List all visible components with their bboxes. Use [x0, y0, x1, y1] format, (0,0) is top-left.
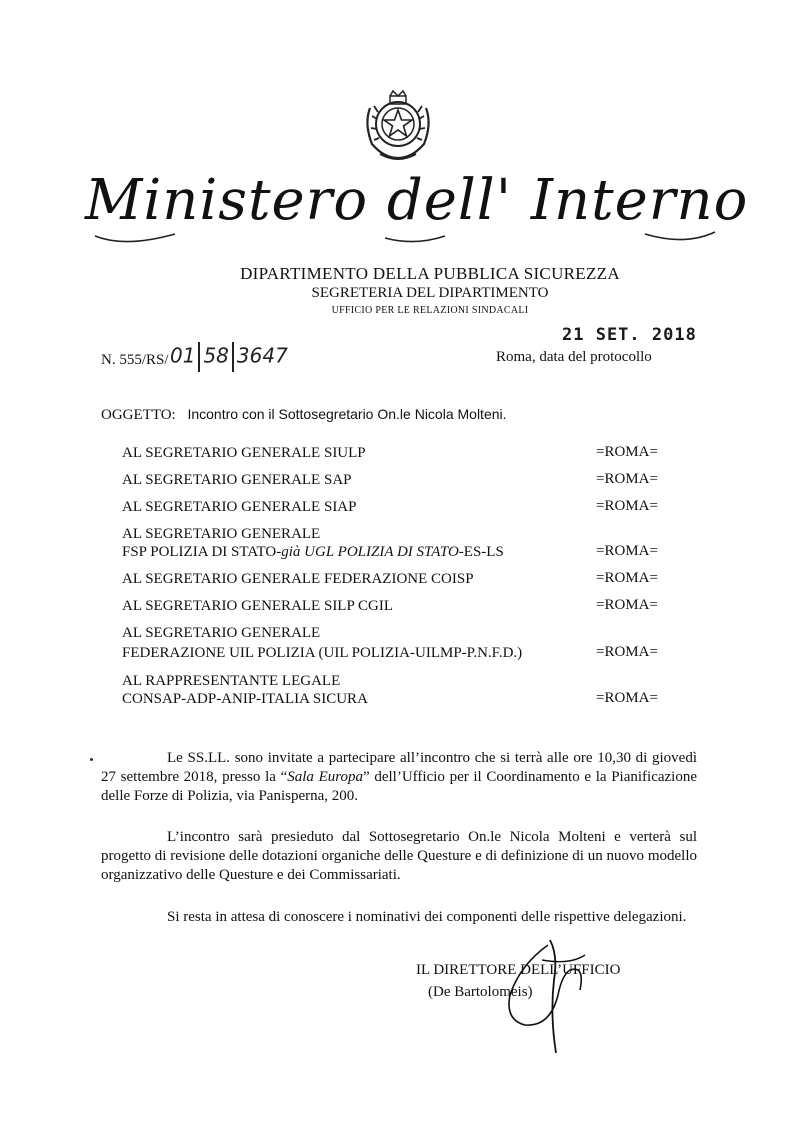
protocol-stamp-date: 21 SET. 2018: [562, 325, 697, 345]
recipient-line-2: CONSAP-ADP-ANIP-ITALIA SICURA: [122, 691, 368, 707]
recipient-city: =ROMA=: [596, 597, 658, 613]
body-paragraph-1: [101, 749, 697, 806]
recipient-line-2: [122, 543, 504, 561]
recipient-city: =ROMA=: [596, 644, 658, 660]
office-name: UFFICIO PER LE RELAZIONI SINDACALI: [331, 305, 529, 316]
body-p2-text: L’incontro sarà presieduto dal Sottosegretario On.le Nicola Molteni e verterà sul progetto di revisione delle dotazioni organiche delle Questure e di definizione di un nuovo modello organizzativo delle Questure e dei Commissariati.: [101, 829, 697, 883]
body-paragraph-3: [101, 908, 697, 927]
recipient-city: =ROMA=: [596, 570, 658, 586]
department-name: DIPARTIMENTO DELLA PUBBLICA SICUREZZA: [240, 264, 620, 283]
signatory-name: (De Bartolomeis): [428, 984, 533, 1000]
signatory-title: IL DIRETTORE DELL’UFFICIO: [416, 962, 621, 978]
recipient-org-a: FSP POLIZIA DI STATO-: [122, 544, 282, 560]
recipient-org-italic: già UGL POLIZIA DI STATO: [281, 544, 459, 560]
recipient-city: =ROMA=: [596, 471, 658, 487]
secretariat-name: SEGRETERIA DEL DIPARTIMENTO: [311, 285, 549, 301]
subject-line: [101, 406, 507, 424]
protocol-hand-part2: 58: [203, 343, 229, 368]
protocol-number-prefix: N. 555/RS/: [101, 352, 169, 368]
body-p1-c: ” dell’Ufficio per il Coordinamento e la Pianificazione delle Forze di Polizia, via Panisperna, 200.: [101, 769, 698, 804]
recipient-line: AL SEGRETARIO GENERALE SIAP: [122, 499, 357, 515]
recipient-line: AL SEGRETARIO GENERALE SIULP: [122, 445, 366, 461]
recipient-org-c: -ES-LS: [458, 544, 504, 560]
recipient-city: =ROMA=: [596, 690, 658, 706]
recipient-city: =ROMA=: [596, 444, 658, 460]
protocol-handwritten-number: [170, 342, 288, 372]
body-p1-a: Le SS.LL. sono invitate a partecipare all’incontro che si terrà alle ore 10,30 di giovedì 27 settembre 2018, presso la “: [101, 750, 697, 785]
recipient-line-2: FEDERAZIONE UIL POLIZIA (UIL POLIZIA-UILMP-P.N.F.D.): [122, 645, 523, 661]
body-p1-place: Sala Europa: [287, 769, 364, 785]
republic-emblem-icon: [350, 88, 446, 166]
place-and-date: Roma, data del protocollo: [496, 349, 652, 365]
recipient-line: AL SEGRETARIO GENERALE: [122, 625, 321, 641]
separator-bar: [198, 342, 200, 372]
subject-text: Incontro con il Sottosegretario On.le Nicola Molteni.: [187, 406, 507, 422]
ministry-title-text: Ministero dell' Interno: [85, 168, 749, 233]
recipient-line: AL SEGRETARIO GENERALE SAP: [122, 472, 352, 488]
protocol-hand-part3: 3647: [236, 343, 288, 368]
body-p3-text: Si resta in attesa di conoscere i nominativi dei componenti delle rispettive delegazioni.: [167, 909, 687, 925]
recipient-line: AL RAPPRESENTANTE LEGALE: [122, 673, 341, 689]
recipient-city: =ROMA=: [596, 498, 658, 514]
recipient-line: AL SEGRETARIO GENERALE: [122, 526, 321, 542]
ministry-title: [85, 168, 749, 233]
body-paragraph-2: [101, 828, 697, 885]
handwritten-signature-icon: [480, 935, 610, 1055]
separator-bar: [232, 342, 234, 372]
margin-mark: [90, 758, 93, 761]
protocol-hand-part1: 01: [170, 343, 196, 368]
recipient-line: AL SEGRETARIO GENERALE FEDERAZIONE COISP: [122, 571, 474, 587]
subject-label: OGGETTO:: [101, 407, 176, 423]
recipient-line: AL SEGRETARIO GENERALE SILP CGIL: [122, 598, 394, 614]
title-flourish-icon: [85, 228, 725, 248]
recipient-city: =ROMA=: [596, 543, 658, 559]
